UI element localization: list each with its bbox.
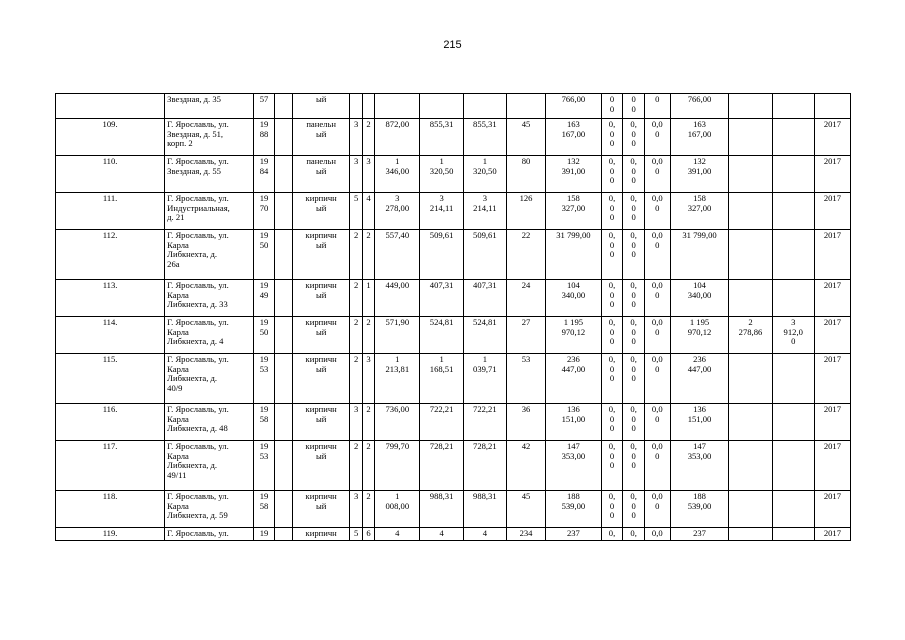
cell-living-area: 988,31	[420, 491, 463, 528]
cell-plan-year: 2017	[814, 354, 850, 404]
cell-wall-material: кирпичн ый	[292, 404, 350, 441]
cell-wall-material: ый	[292, 94, 350, 119]
cell-cost-fund-1: 0, 0 0	[601, 119, 623, 156]
cell-cost-extra-2	[772, 404, 814, 441]
cell-floors-count: 2	[350, 354, 362, 404]
cell-total-area: 571,90	[375, 317, 420, 354]
cell-cost-owners: 136 151,00	[670, 404, 729, 441]
cell-total-cost: 147 353,00	[546, 441, 602, 491]
cell-build-year: 19	[253, 528, 275, 541]
cell-cost-fund-1: 0, 0 0	[601, 317, 623, 354]
cell-cost-extra-1	[729, 119, 772, 156]
cell-floors-count: 3	[350, 404, 362, 441]
cell-residents-count: 27	[506, 317, 545, 354]
cell-row-number	[56, 94, 165, 119]
table-body	[56, 94, 851, 541]
cell-cost-owners: 104 340,00	[670, 280, 729, 317]
cell-residents-count: 45	[506, 119, 545, 156]
cell-cost-extra-1	[729, 491, 772, 528]
table-row	[56, 404, 851, 441]
cell-cost-fund-2: 0, 0 0	[623, 280, 645, 317]
cell-wall-material: кирпичн ый	[292, 441, 350, 491]
cell-total-area: 736,00	[375, 404, 420, 441]
cell-cost-extra-2	[772, 280, 814, 317]
cell-area-b: 1 039,71	[463, 354, 506, 404]
cell-cost-fund-2: 0, 0 0	[623, 119, 645, 156]
cell-cost-extra-1: 2 278,86	[729, 317, 772, 354]
cell-plan-year: 2017	[814, 230, 850, 280]
cell-address: Г. Ярославль, ул. Индустриальная, д. 21	[165, 193, 254, 230]
cell-area-b: 722,21	[463, 404, 506, 441]
cell-cost-extra-1	[729, 528, 772, 541]
cell-total-cost: 236 447,00	[546, 354, 602, 404]
cell-living-area: 524,81	[420, 317, 463, 354]
cell-wall-material: панельн ый	[292, 119, 350, 156]
cell-total-area	[375, 94, 420, 119]
cell-build-year: 19 50	[253, 230, 275, 280]
table-row	[56, 491, 851, 528]
cell-row-number: 115.	[56, 354, 165, 404]
cell-floors-count: 3	[350, 119, 362, 156]
cell-entrances-count: 1	[362, 280, 374, 317]
cell-cost-fund-3: 0,0 0	[644, 354, 670, 404]
cell-total-cost: 31 799,00	[546, 230, 602, 280]
cell-entrances-count: 2	[362, 441, 374, 491]
cell-floors-count: 3	[350, 491, 362, 528]
cell-address: Г. Ярославль, ул. Звездная, д. 51, корп. 2	[165, 119, 254, 156]
cell-residents-count: 126	[506, 193, 545, 230]
cell-address: Г. Ярославль, ул. Карла Либкнехта, д. 40/9	[165, 354, 254, 404]
cell-entrances-count: 2	[362, 404, 374, 441]
cell-blank	[275, 528, 293, 541]
cell-wall-material: кирпичн ый	[292, 491, 350, 528]
cell-total-cost: 1 195 970,12	[546, 317, 602, 354]
cell-cost-owners: 236 447,00	[670, 354, 729, 404]
cell-cost-owners: 31 799,00	[670, 230, 729, 280]
cell-build-year: 19 58	[253, 491, 275, 528]
cell-total-cost: 132 391,00	[546, 156, 602, 193]
cell-cost-extra-2	[772, 119, 814, 156]
cell-entrances-count: 2	[362, 119, 374, 156]
cell-total-cost: 766,00	[546, 94, 602, 119]
cell-living-area: 722,21	[420, 404, 463, 441]
cell-living-area	[420, 94, 463, 119]
cell-cost-fund-1: 0, 0 0	[601, 280, 623, 317]
cell-floors-count: 2	[350, 280, 362, 317]
cell-area-b	[463, 94, 506, 119]
cell-row-number: 117.	[56, 441, 165, 491]
cell-cost-fund-2: 0, 0 0	[623, 404, 645, 441]
cell-blank	[275, 193, 293, 230]
cell-entrances-count: 4	[362, 193, 374, 230]
cell-blank	[275, 404, 293, 441]
cell-plan-year: 2017	[814, 404, 850, 441]
cell-build-year: 19 53	[253, 354, 275, 404]
cell-total-area: 3 278,00	[375, 193, 420, 230]
cell-cost-extra-2	[772, 528, 814, 541]
cell-address: Г. Ярославль, ул.	[165, 528, 254, 541]
cell-residents-count: 24	[506, 280, 545, 317]
cell-cost-fund-2: 0, 0 0	[623, 156, 645, 193]
cell-residents-count: 53	[506, 354, 545, 404]
cell-plan-year: 2017	[814, 280, 850, 317]
cell-cost-extra-1	[729, 354, 772, 404]
cell-cost-extra-1	[729, 230, 772, 280]
cell-cost-fund-3: 0,0 0	[644, 119, 670, 156]
cell-row-number: 118.	[56, 491, 165, 528]
cell-floors-count: 2	[350, 317, 362, 354]
cell-address: Звездная, д. 35	[165, 94, 254, 119]
cell-cost-extra-2	[772, 94, 814, 119]
cell-plan-year: 2017	[814, 119, 850, 156]
cell-cost-fund-3: 0	[644, 94, 670, 119]
cell-total-area: 799,70	[375, 441, 420, 491]
cell-area-b: 728,21	[463, 441, 506, 491]
cell-cost-owners: 132 391,00	[670, 156, 729, 193]
cell-wall-material: кирпичн ый	[292, 193, 350, 230]
cell-cost-fund-2: 0, 0 0	[623, 193, 645, 230]
cell-cost-fund-2: 0, 0 0	[623, 441, 645, 491]
cell-cost-fund-3: 0,0 0	[644, 441, 670, 491]
cell-cost-fund-3: 0,0 0	[644, 280, 670, 317]
cell-cost-fund-1: 0, 0 0	[601, 354, 623, 404]
cell-cost-fund-1: 0, 0 0	[601, 193, 623, 230]
cell-row-number: 114.	[56, 317, 165, 354]
cell-residents-count: 42	[506, 441, 545, 491]
cell-address: Г. Ярославль, ул. Карла Либкнехта, д. 26а	[165, 230, 254, 280]
housing-register-table	[55, 93, 851, 541]
cell-cost-fund-2: 0, 0 0	[623, 317, 645, 354]
cell-entrances-count: 2	[362, 317, 374, 354]
table-row	[56, 280, 851, 317]
cell-residents-count: 80	[506, 156, 545, 193]
cell-floors-count: 2	[350, 230, 362, 280]
cell-cost-fund-3: 0,0	[644, 528, 670, 541]
table-row	[56, 528, 851, 541]
cell-entrances-count	[362, 94, 374, 119]
cell-plan-year: 2017	[814, 156, 850, 193]
cell-total-cost: 158 327,00	[546, 193, 602, 230]
cell-area-b: 4	[463, 528, 506, 541]
page-number: 215	[443, 39, 462, 51]
cell-address: Г. Ярославль, ул. Карла Либкнехта, д. 49/11	[165, 441, 254, 491]
cell-address: Г. Ярославль, ул. Карла Либкнехта, д. 33	[165, 280, 254, 317]
cell-cost-extra-1	[729, 280, 772, 317]
cell-plan-year: 2017	[814, 441, 850, 491]
cell-cost-extra-1	[729, 441, 772, 491]
cell-entrances-count: 6	[362, 528, 374, 541]
cell-plan-year: 2017	[814, 528, 850, 541]
cell-total-area: 557,40	[375, 230, 420, 280]
cell-area-b: 524,81	[463, 317, 506, 354]
table-row	[56, 230, 851, 280]
cell-total-area: 1 008,00	[375, 491, 420, 528]
cell-total-cost: 237	[546, 528, 602, 541]
cell-address: Г. Ярославль, ул. Звездная, д. 55	[165, 156, 254, 193]
cell-cost-fund-3: 0,0 0	[644, 156, 670, 193]
cell-total-area: 872,00	[375, 119, 420, 156]
cell-wall-material: кирпичн ый	[292, 230, 350, 280]
cell-build-year: 19 58	[253, 404, 275, 441]
cell-cost-fund-1: 0, 0 0	[601, 441, 623, 491]
cell-blank	[275, 94, 293, 119]
cell-cost-fund-1: 0 0	[601, 94, 623, 119]
cell-blank	[275, 491, 293, 528]
cell-cost-fund-3: 0,0 0	[644, 230, 670, 280]
cell-total-cost: 104 340,00	[546, 280, 602, 317]
cell-cost-owners: 147 353,00	[670, 441, 729, 491]
cell-cost-fund-1: 0, 0 0	[601, 404, 623, 441]
cell-cost-fund-2: 0,	[623, 528, 645, 541]
cell-residents-count: 22	[506, 230, 545, 280]
cell-wall-material: кирпичн ый	[292, 280, 350, 317]
cell-cost-extra-1	[729, 193, 772, 230]
cell-cost-fund-3: 0,0 0	[644, 491, 670, 528]
cell-cost-fund-3: 0,0 0	[644, 317, 670, 354]
cell-living-area: 855,31	[420, 119, 463, 156]
cell-residents-count: 234	[506, 528, 545, 541]
cell-floors-count: 2	[350, 441, 362, 491]
cell-cost-extra-1	[729, 156, 772, 193]
cell-wall-material: панельн ый	[292, 156, 350, 193]
cell-floors-count: 5	[350, 528, 362, 541]
cell-area-b: 407,31	[463, 280, 506, 317]
cell-living-area: 1 168,51	[420, 354, 463, 404]
cell-wall-material: кирпичн	[292, 528, 350, 541]
cell-cost-owners: 158 327,00	[670, 193, 729, 230]
cell-living-area: 509,61	[420, 230, 463, 280]
cell-total-cost: 136 151,00	[546, 404, 602, 441]
cell-cost-fund-1: 0,	[601, 528, 623, 541]
cell-total-area: 4	[375, 528, 420, 541]
cell-row-number: 112.	[56, 230, 165, 280]
cell-entrances-count: 3	[362, 156, 374, 193]
cell-residents-count: 36	[506, 404, 545, 441]
cell-build-year: 19 50	[253, 317, 275, 354]
cell-cost-owners: 1 195 970,12	[670, 317, 729, 354]
cell-area-b: 509,61	[463, 230, 506, 280]
table-row	[56, 193, 851, 230]
cell-cost-fund-2: 0, 0 0	[623, 230, 645, 280]
cell-entrances-count: 3	[362, 354, 374, 404]
cell-cost-owners: 188 539,00	[670, 491, 729, 528]
cell-entrances-count: 2	[362, 491, 374, 528]
cell-cost-fund-3: 0,0 0	[644, 193, 670, 230]
cell-blank	[275, 119, 293, 156]
cell-residents-count: 45	[506, 491, 545, 528]
cell-area-b: 988,31	[463, 491, 506, 528]
table-row	[56, 354, 851, 404]
cell-floors-count: 5	[350, 193, 362, 230]
cell-residents-count	[506, 94, 545, 119]
cell-build-year: 19 70	[253, 193, 275, 230]
cell-living-area: 728,21	[420, 441, 463, 491]
cell-total-area: 1 346,00	[375, 156, 420, 193]
cell-build-year: 19 88	[253, 119, 275, 156]
cell-build-year: 19 53	[253, 441, 275, 491]
cell-row-number: 116.	[56, 404, 165, 441]
cell-blank	[275, 354, 293, 404]
cell-row-number: 113.	[56, 280, 165, 317]
cell-area-b: 3 214,11	[463, 193, 506, 230]
table-row	[56, 94, 851, 119]
cell-cost-extra-2	[772, 156, 814, 193]
cell-plan-year	[814, 94, 850, 119]
cell-plan-year: 2017	[814, 491, 850, 528]
cell-row-number: 109.	[56, 119, 165, 156]
table-row	[56, 156, 851, 193]
cell-wall-material: кирпичн ый	[292, 354, 350, 404]
cell-blank	[275, 156, 293, 193]
cell-cost-owners: 163 167,00	[670, 119, 729, 156]
cell-cost-fund-1: 0, 0 0	[601, 156, 623, 193]
cell-wall-material: кирпичн ый	[292, 317, 350, 354]
cell-living-area: 3 214,11	[420, 193, 463, 230]
cell-total-area: 1 213,81	[375, 354, 420, 404]
cell-blank	[275, 317, 293, 354]
cell-cost-owners: 766,00	[670, 94, 729, 119]
cell-cost-fund-1: 0, 0 0	[601, 491, 623, 528]
table-row	[56, 119, 851, 156]
cell-area-b: 1 320,50	[463, 156, 506, 193]
cell-plan-year: 2017	[814, 193, 850, 230]
cell-plan-year: 2017	[814, 317, 850, 354]
cell-blank	[275, 230, 293, 280]
table-row	[56, 441, 851, 491]
cell-living-area: 4	[420, 528, 463, 541]
cell-cost-extra-2	[772, 491, 814, 528]
cell-cost-fund-2: 0 0	[623, 94, 645, 119]
cell-blank	[275, 280, 293, 317]
cell-address: Г. Ярославль, ул. Карла Либкнехта, д. 48	[165, 404, 254, 441]
cell-living-area: 407,31	[420, 280, 463, 317]
cell-floors-count: 3	[350, 156, 362, 193]
cell-build-year: 19 49	[253, 280, 275, 317]
cell-total-area: 449,00	[375, 280, 420, 317]
cell-cost-fund-2: 0, 0 0	[623, 354, 645, 404]
cell-build-year: 19 84	[253, 156, 275, 193]
cell-cost-extra-1	[729, 94, 772, 119]
cell-area-b: 855,31	[463, 119, 506, 156]
cell-blank	[275, 441, 293, 491]
cell-address: Г. Ярославль, ул. Карла Либкнехта, д. 4	[165, 317, 254, 354]
cell-row-number: 110.	[56, 156, 165, 193]
cell-cost-extra-1	[729, 404, 772, 441]
cell-cost-fund-3: 0,0 0	[644, 404, 670, 441]
cell-build-year: 57	[253, 94, 275, 119]
cell-cost-fund-2: 0, 0 0	[623, 491, 645, 528]
cell-row-number: 119.	[56, 528, 165, 541]
cell-row-number: 111.	[56, 193, 165, 230]
cell-entrances-count: 2	[362, 230, 374, 280]
cell-cost-owners: 237	[670, 528, 729, 541]
cell-cost-fund-1: 0, 0 0	[601, 230, 623, 280]
cell-cost-extra-2: 3 912,0 0	[772, 317, 814, 354]
cell-cost-extra-2	[772, 441, 814, 491]
cell-floors-count	[350, 94, 362, 119]
cell-cost-extra-2	[772, 354, 814, 404]
cell-total-cost: 188 539,00	[546, 491, 602, 528]
table-row	[56, 317, 851, 354]
cell-total-cost: 163 167,00	[546, 119, 602, 156]
cell-living-area: 1 320,50	[420, 156, 463, 193]
cell-address: Г. Ярославль, ул. Карла Либкнехта, д. 59	[165, 491, 254, 528]
cell-cost-extra-2	[772, 230, 814, 280]
cell-cost-extra-2	[772, 193, 814, 230]
